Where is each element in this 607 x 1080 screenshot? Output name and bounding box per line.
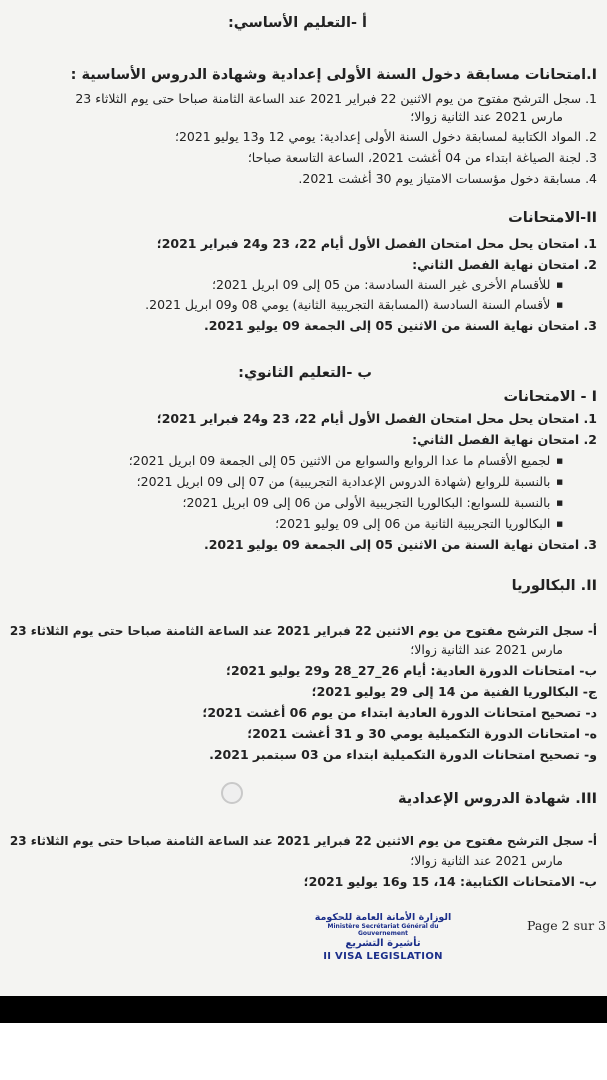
s1-item-1: 1. سجل الترشح مفتوح من يوم الاثنين 22 فبراير 2021 عند الساعة الثامنة صباحا حتى يوم الثلاثاء 23 xyxy=(75,91,597,106)
s1-item-3: 3. لجنة الصياغة ابتداء من 04 أغشت 2021، الساعة التاسعة صباحا؛ xyxy=(247,150,597,165)
b3-item-a-cont: مارس 2021 عند الثانية زوالا؛ xyxy=(410,853,563,868)
b1-item-3: 3. امتحان نهاية السنة من الاثنين 05 إلى الجمعة 09 يوليو 2021. xyxy=(203,537,597,552)
b3-heading: III. شهادة الدروس الإعدادية xyxy=(398,791,597,807)
b2-item-e: ه- امتحانات الدورة التكميلية يومي 30 و 31 أغشت 2021؛ xyxy=(247,726,597,741)
s2-item-1: 1. امتحان يحل محل امتحان الفصل الأول أيام 22، 23 و24 فبراير 2021؛ xyxy=(156,236,597,251)
s1-item-2: 2. المواد الكتابية لمسابقة دخول السنة الأولى إعدادية: يومي 12 و13 يوليو 2021؛ xyxy=(174,129,597,144)
b1-bullet-4: ■البكالوريا التجريبية الثانية من 06 إلى 09 يوليو 2021؛ xyxy=(275,516,563,531)
s2-item-3: 3. امتحان نهاية السنة من الاثنين 05 إلى الجمعة 09 يوليو 2021. xyxy=(203,318,597,333)
b2-item-a-cont: مارس 2021 عند الثانية زوالا؛ xyxy=(410,642,563,657)
b2-item-d: د- تصحيح امتحانات الدورة العادية ابتداء من يوم 06 أغشت 2021؛ xyxy=(202,705,597,720)
page-number: Page 2 sur 3 xyxy=(527,918,606,933)
b2-item-b: ب- امتحانات الدورة العادية: أيام 26_27_28 و29 يوليو 2021؛ xyxy=(226,663,597,678)
b2-item-c: ج- البكالوريا الفنية من 14 إلى 29 يوليو 2021؛ xyxy=(311,684,597,699)
b1-bullet-2: ■بالنسبة للروابع (شهادة الدروس الإعدادية التجريبية) من 07 إلى 09 ابريل 2021؛ xyxy=(136,474,563,489)
section-b-title: ب -التعليم الثانوي: xyxy=(238,365,372,381)
b1-item-1: 1. امتحان يحل محل امتحان الفصل الأول أيام 22، 23 و24 فبراير 2021؛ xyxy=(156,411,597,426)
stamp-line-2: Ministère Secrétariat Général du Gouvernement xyxy=(327,923,439,937)
bottom-margin xyxy=(0,1023,607,1080)
section-a-title: أ -التعليم الأساسي: xyxy=(227,15,367,31)
s2-heading: II-الامتحانات xyxy=(508,210,597,226)
b1-item-2: 2. امتحان نهاية الفصل الثاني: xyxy=(412,432,597,447)
s2-bullet-2: ■لأقسام السنة السادسة (المسابقة التجريبية الثانية) يومي 08 و09 ابريل 2021. xyxy=(145,297,563,312)
b1-bullet-3: ■بالنسبة للسوابع: البكالوريا التجريبية الأولى من 06 إلى 09 ابريل 2021؛ xyxy=(182,495,563,510)
b2-item-a: أ- سجل الترشح مفتوح من يوم الاثنين 22 فبراير 2021 عند الساعة الثامنة صباحا حتى يوم الثلاثاء 23 xyxy=(9,624,597,638)
stamp-line-1: الوزارة الأمانة العامة للحكومة xyxy=(314,912,452,923)
stamp-line-3: تأشيرة التشريع xyxy=(345,938,421,949)
black-bar xyxy=(0,996,607,1023)
s1-item-1-cont: مارس 2021 عند الثانية زوالا؛ xyxy=(410,109,563,124)
s1-heading: I.امتحانات مسابقة دخول السنة الأولى إعدادية وشهادة الدروس الأساسية : xyxy=(70,67,597,83)
s2-bullet-1: ■للأقسام الأخرى غير السنة السادسة: من 05 إلى 09 ابريل 2021؛ xyxy=(212,277,563,292)
binder-hole-mark xyxy=(221,782,243,804)
s2-item-2: 2. امتحان نهاية الفصل الثاني: xyxy=(412,257,597,272)
b3-item-a: أ- سجل الترشح مفتوح من يوم الاثنين 22 فبراير 2021 عند الساعة الثامنة صباحا حتى يوم الثلاثاء 23 xyxy=(9,834,597,848)
b1-heading: I - الامتحانات xyxy=(503,389,597,405)
stamp-line-4: II VISA LEGISLATION xyxy=(323,951,443,962)
b1-bullet-1: ■لجميع الأقسام ما عدا الروابع والسوابع من الاثنين 05 إلى الجمعة 09 ابريل 2021؛ xyxy=(128,453,563,468)
b2-heading: II. البكالوريا xyxy=(511,578,597,594)
b2-item-f: و- تصحيح امتحانات الدورة التكميلية ابتداء من 03 سبتمبر 2021. xyxy=(209,747,597,762)
b3-item-b: ب- الامتحانات الكتابية: 14، 15 و16 يوليو 2021؛ xyxy=(303,874,597,889)
s1-item-4: 4. مسابقة دخول مؤسسات الامتياز يوم 30 أغشت 2021. xyxy=(298,171,597,186)
government-visa-stamp xyxy=(308,912,458,968)
